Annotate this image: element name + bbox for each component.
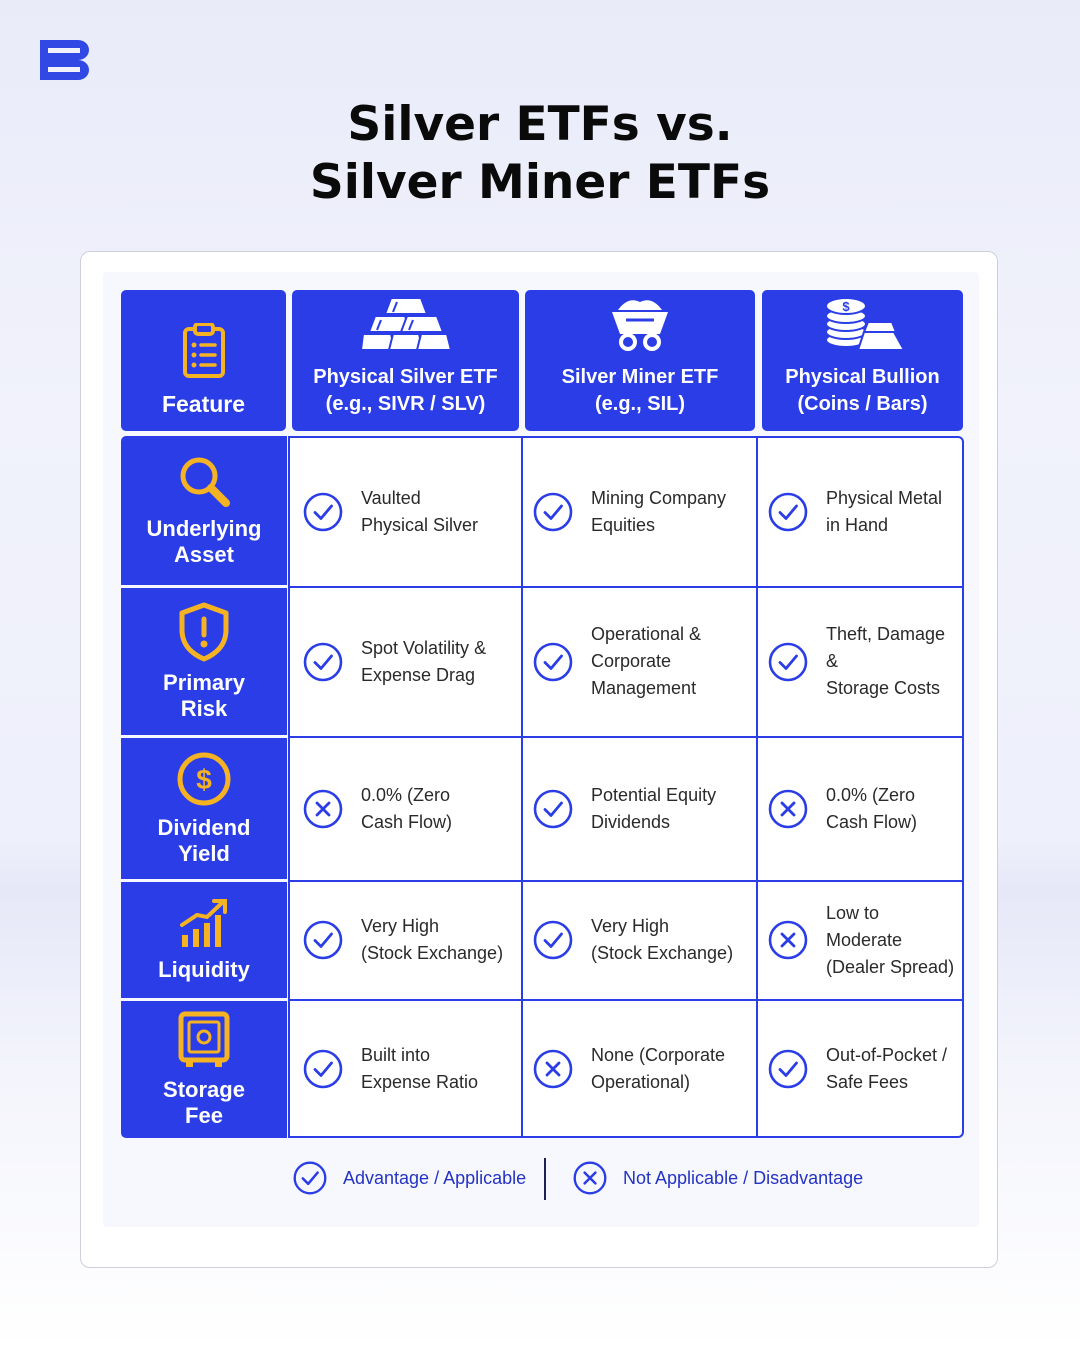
check-circle-icon — [303, 920, 343, 960]
check-circle-icon — [768, 1049, 808, 1089]
row-label-storage-fee — [121, 1001, 287, 1138]
cell-text: Built into Expense Ratio — [361, 1045, 479, 1092]
check-circle-icon — [303, 642, 343, 682]
cross-circle-icon — [533, 1049, 573, 1089]
cross-circle-icon — [768, 920, 808, 960]
check-circle-icon — [303, 492, 343, 532]
comparison-cell — [768, 882, 960, 998]
comparison-cell — [303, 588, 515, 735]
coins-bar-icon — [820, 296, 906, 352]
cell-text: Mining Company Equities — [591, 487, 727, 535]
legend-disadvantage — [572, 1160, 863, 1196]
comparison-cell — [533, 882, 751, 998]
cell-text: Out-of-Pocket / Safe Fees — [826, 1045, 948, 1092]
row-label-underlying-asset — [121, 436, 287, 585]
row-label: Dividend Yield — [157, 814, 251, 866]
svg-text:$: $ — [841, 299, 850, 314]
title-line-1: Silver ETFs vs. — [347, 97, 733, 152]
check-circle-icon — [533, 642, 573, 682]
header-physical-bullion — [762, 290, 963, 431]
cell-text: Operational & Corporate Management — [591, 624, 702, 698]
row-label: Storage Fee — [163, 1076, 245, 1128]
check-circle-icon — [533, 920, 573, 960]
silver-bars-icon — [361, 296, 451, 352]
column-divider — [756, 436, 758, 1138]
row-label: Primary Risk — [163, 669, 245, 721]
comparison-cell — [533, 738, 751, 879]
cell-text: Very High (Stock Exchange) — [591, 916, 734, 963]
comparison-cell — [303, 438, 515, 585]
header-feature-label: Feature — [161, 391, 246, 417]
comparison-cell — [303, 882, 515, 998]
cell-text: Physical Metal in Hand — [826, 487, 943, 535]
cell-text: 0.0% (Zero Cash Flow) — [361, 784, 453, 832]
brand-logo — [40, 40, 90, 80]
comparison-cell — [533, 588, 751, 735]
header-col-1-label: Physical Silver ETF (e.g., SIVR / SLV) — [313, 366, 498, 415]
clipboard-icon — [182, 323, 226, 379]
check-circle-icon — [768, 492, 808, 532]
growth-chart-icon — [179, 897, 229, 949]
magnifier-icon — [177, 454, 231, 508]
check-circle-icon — [533, 492, 573, 532]
comparison-cell — [533, 438, 751, 585]
header-feature — [121, 290, 286, 431]
check-circle-icon — [292, 1160, 328, 1196]
svg-text:$: $ — [196, 763, 212, 795]
check-circle-icon — [533, 789, 573, 829]
safe-icon — [178, 1011, 230, 1069]
check-circle-icon — [303, 1049, 343, 1089]
column-divider — [521, 436, 523, 1138]
row-label: Liquidity — [158, 957, 250, 982]
cross-circle-icon — [572, 1160, 608, 1196]
cell-text: None (Corporate Operational) — [591, 1045, 726, 1092]
title-line-2: Silver Miner ETFs — [309, 155, 771, 210]
shield-alert-icon — [177, 602, 231, 662]
cell-text: 0.0% (Zero Cash Flow) — [826, 784, 918, 832]
cell-text: Spot Volatility & Expense Drag — [361, 637, 487, 685]
comparison-cell — [768, 438, 960, 585]
row-label-primary-risk — [121, 588, 287, 735]
cell-text: Vaulted Physical Silver — [361, 487, 479, 535]
legend-disadvantage-label: Not Applicable / Disadvantage — [623, 1167, 864, 1188]
comparison-cell — [768, 738, 960, 879]
row-label-liquidity — [121, 882, 287, 998]
header-silver-miner-etf — [525, 290, 755, 431]
cross-circle-icon — [303, 789, 343, 829]
comparison-cell — [303, 1001, 515, 1137]
header-col-2-label: Silver Miner ETF (e.g., SIL) — [561, 366, 719, 415]
cross-circle-icon — [768, 789, 808, 829]
cell-text: Low to Moderate (Dealer Spread) — [826, 902, 955, 977]
comparison-cell — [303, 738, 515, 879]
header-col-3-label: Physical Bullion (Coins / Bars) — [785, 366, 940, 415]
legend-advantage-label: Advantage / Applicable — [343, 1167, 527, 1188]
cell-text: Very High (Stock Exchange) — [361, 916, 504, 963]
legend-advantage — [292, 1160, 526, 1196]
header-physical-silver-etf — [292, 290, 519, 431]
page-title — [0, 96, 1080, 212]
dollar-coin-icon — [176, 751, 232, 807]
comparison-cell — [768, 1001, 960, 1137]
comparison-cell — [768, 588, 960, 735]
legend-divider — [544, 1158, 546, 1200]
row-label: Underlying Asset — [146, 515, 262, 567]
cell-text: Theft, Damage & Storage Costs — [826, 624, 946, 698]
mine-cart-icon — [608, 296, 672, 352]
check-circle-icon — [768, 642, 808, 682]
comparison-cell — [533, 1001, 751, 1137]
cell-text: Potential Equity Dividends — [591, 784, 717, 832]
row-label-dividend-yield — [121, 738, 287, 879]
